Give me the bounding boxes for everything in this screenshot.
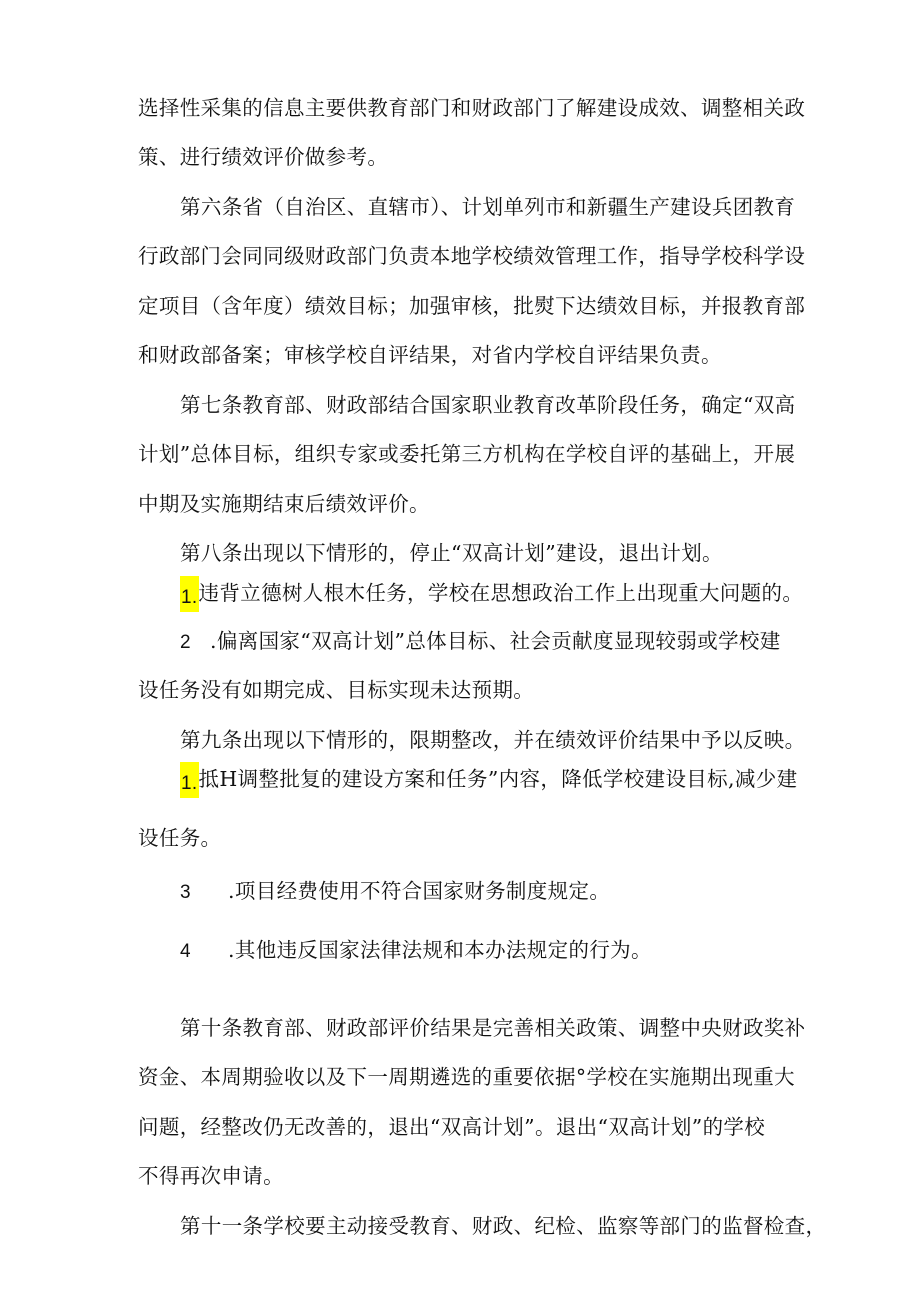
item-number: 2 [180, 632, 191, 653]
paragraph-line: 行政部门会同同级财政部门负责本地学校绩效管理工作，指导学校科学设 [138, 244, 806, 268]
paragraph-line: 设任务。 [138, 826, 222, 850]
highlighted-item-number: 1. [180, 576, 199, 612]
highlighted-item-number: 1. [180, 762, 199, 798]
paragraph-line: 选择性采集的信息主要供教育部门和财政部门了解建设成效、调整相关政 [138, 96, 806, 120]
item-number: 4 [180, 941, 191, 962]
list-item [180, 935, 652, 967]
paragraph-line: 和财政部备案；审核学校自评结果，对省内学校自评结果负责。 [138, 343, 722, 367]
item-number: 3 [180, 882, 191, 903]
article-8-heading-line: 第八条出现以下情形的，停止“双高计划”建设，退出计划。 [180, 541, 723, 565]
list-item-text: 违背立德树人根木任务，学校在思想政治工作上出现重大问题的。 [198, 581, 804, 605]
paragraph-line: 计划”总体目标，组织专家或委托第三方机构在学校自评的基础上，开展 [138, 442, 796, 466]
list-item-text: .项目经费使用不符合国家财务制度规定。 [228, 879, 611, 903]
paragraph-line: 策、进行绩效评价做参考。 [138, 145, 389, 169]
article-6-heading-line: 第六条省（自治区、直辖市）、计划单列市和新疆生产建设兵团教育 [180, 195, 796, 219]
paragraph-line: 设任务没有如期完成、目标实现未达预期。 [138, 678, 535, 702]
article-10-heading-line: 第十条教育部、财政部评价结果是完善相关政策、调整中央财政奖补 [180, 1016, 806, 1040]
list-item [180, 626, 781, 658]
list-item-text: 抵H调整批复的建设方案和任务”内容，降低学校建设目标,减少建 [198, 767, 798, 791]
list-item [180, 576, 803, 612]
paragraph-line: 中期及实施期结束后绩效评价。 [138, 492, 430, 516]
article-9-heading-line: 第九条出现以下情形的，限期整改，并在绩效评价结果中予以反映。 [180, 728, 806, 752]
list-item-text: .偏离国家“双高计划”总体目标、社会贡献度显现较弱或学校建 [210, 629, 781, 653]
list-item-text: .其他违反国家法律法规和本办法规定的行为。 [228, 938, 652, 962]
paragraph-line: 不得再次申请。 [138, 1164, 284, 1188]
article-11-heading-line: 第十一条学校要主动接受教育、财政、纪检、监察等部门的监督检查， [180, 1214, 827, 1238]
paragraph-line: 问题，经整改仍无改善的，退出“双高计划”。退出“双高计划”的学校 [138, 1115, 766, 1139]
list-item [180, 876, 610, 908]
article-7-heading-line: 第七条教育部、财政部结合国家职业教育改革阶段任务，确定“双高 [180, 393, 796, 417]
paragraph-line: 资金、本周期验收以及下一周期遴选的重要依据°学校在实施期出现重大 [138, 1065, 795, 1089]
paragraph-line: 定项目（含年度）绩效目标；加强审核，批熨下达绩效目标，并报教育部 [138, 294, 806, 318]
list-item [180, 762, 797, 798]
